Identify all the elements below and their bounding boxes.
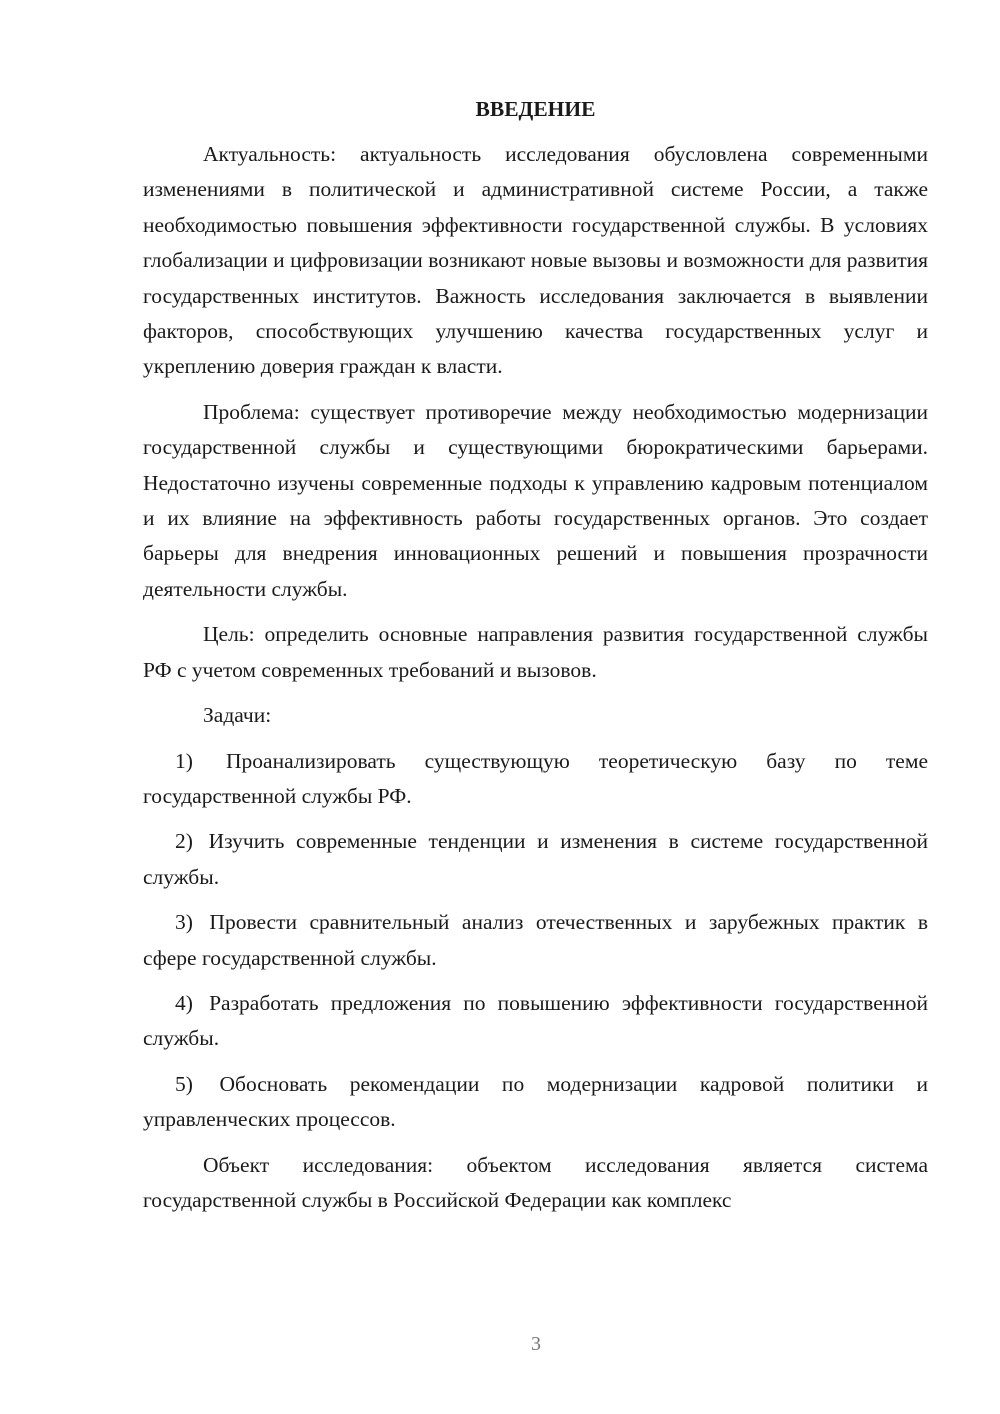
task-item xyxy=(143,744,928,815)
task-item xyxy=(143,986,928,1057)
task-item xyxy=(143,905,928,976)
task-number: 2) xyxy=(175,829,193,854)
paragraph-relevance: Актуальность: актуальность исследования обусловлена современными изменениями в политической и административной системе России, а также необходимостью повышения эффективности государственной службы. В условиях глобализации и цифровизации возникают новые вызовы и возможности для развития государственных институтов. Важность исследования заключается в выявлении факторов, способствующих улучшению качества государственных услуг и укреплению доверия граждан к власти. xyxy=(143,142,928,379)
paragraph-object: Объект исследования: объектом исследования является система государственной службы в Российской Федерации как комплекс xyxy=(143,1152,928,1212)
task-number: 3) xyxy=(175,910,193,935)
task-number: 4) xyxy=(175,990,193,1015)
task-text: Изучить современные тенденции и изменения в системе государственной службы. xyxy=(143,829,929,889)
task-text: Провести сравнительный анализ отечественных и зарубежных практик в сфере государственной службы. xyxy=(143,910,929,970)
paragraph-problem: Проблема: существует противоречие между необходимостью модернизации государственной службы и существующими бюрократическими барьерами. Недостаточно изучены современные подходы к управлению кадровым потенциалом и их влияние на эффективность работы государственных органов. Это создает барьеры для внедрения инновационных решений и повышения прозрачности деятельности службы. xyxy=(143,399,928,601)
task-text: Проанализировать существующую теоретическую базу по теме государственной службы РФ. xyxy=(143,748,928,808)
paragraph-tasks-heading: Задачи: xyxy=(203,703,272,728)
task-number: 1) xyxy=(175,748,193,773)
task-text: Разработать предложения по повышению эффективности государственной службы. xyxy=(143,990,929,1051)
task-text: Обосновать рекомендации по модернизации кадровой политики и управленческих процессов. xyxy=(143,1071,929,1132)
task-item xyxy=(143,1067,928,1138)
document-page xyxy=(143,92,928,1228)
section-title: ВВЕДЕНИЕ xyxy=(475,97,596,121)
task-number: 5) xyxy=(175,1071,193,1096)
paragraph-goal: Цель: определить основные направления развития государственной службы РФ с учетом современных требований и вызовов. xyxy=(143,622,928,682)
page-number: 3 xyxy=(531,1333,541,1355)
task-item xyxy=(143,824,928,895)
